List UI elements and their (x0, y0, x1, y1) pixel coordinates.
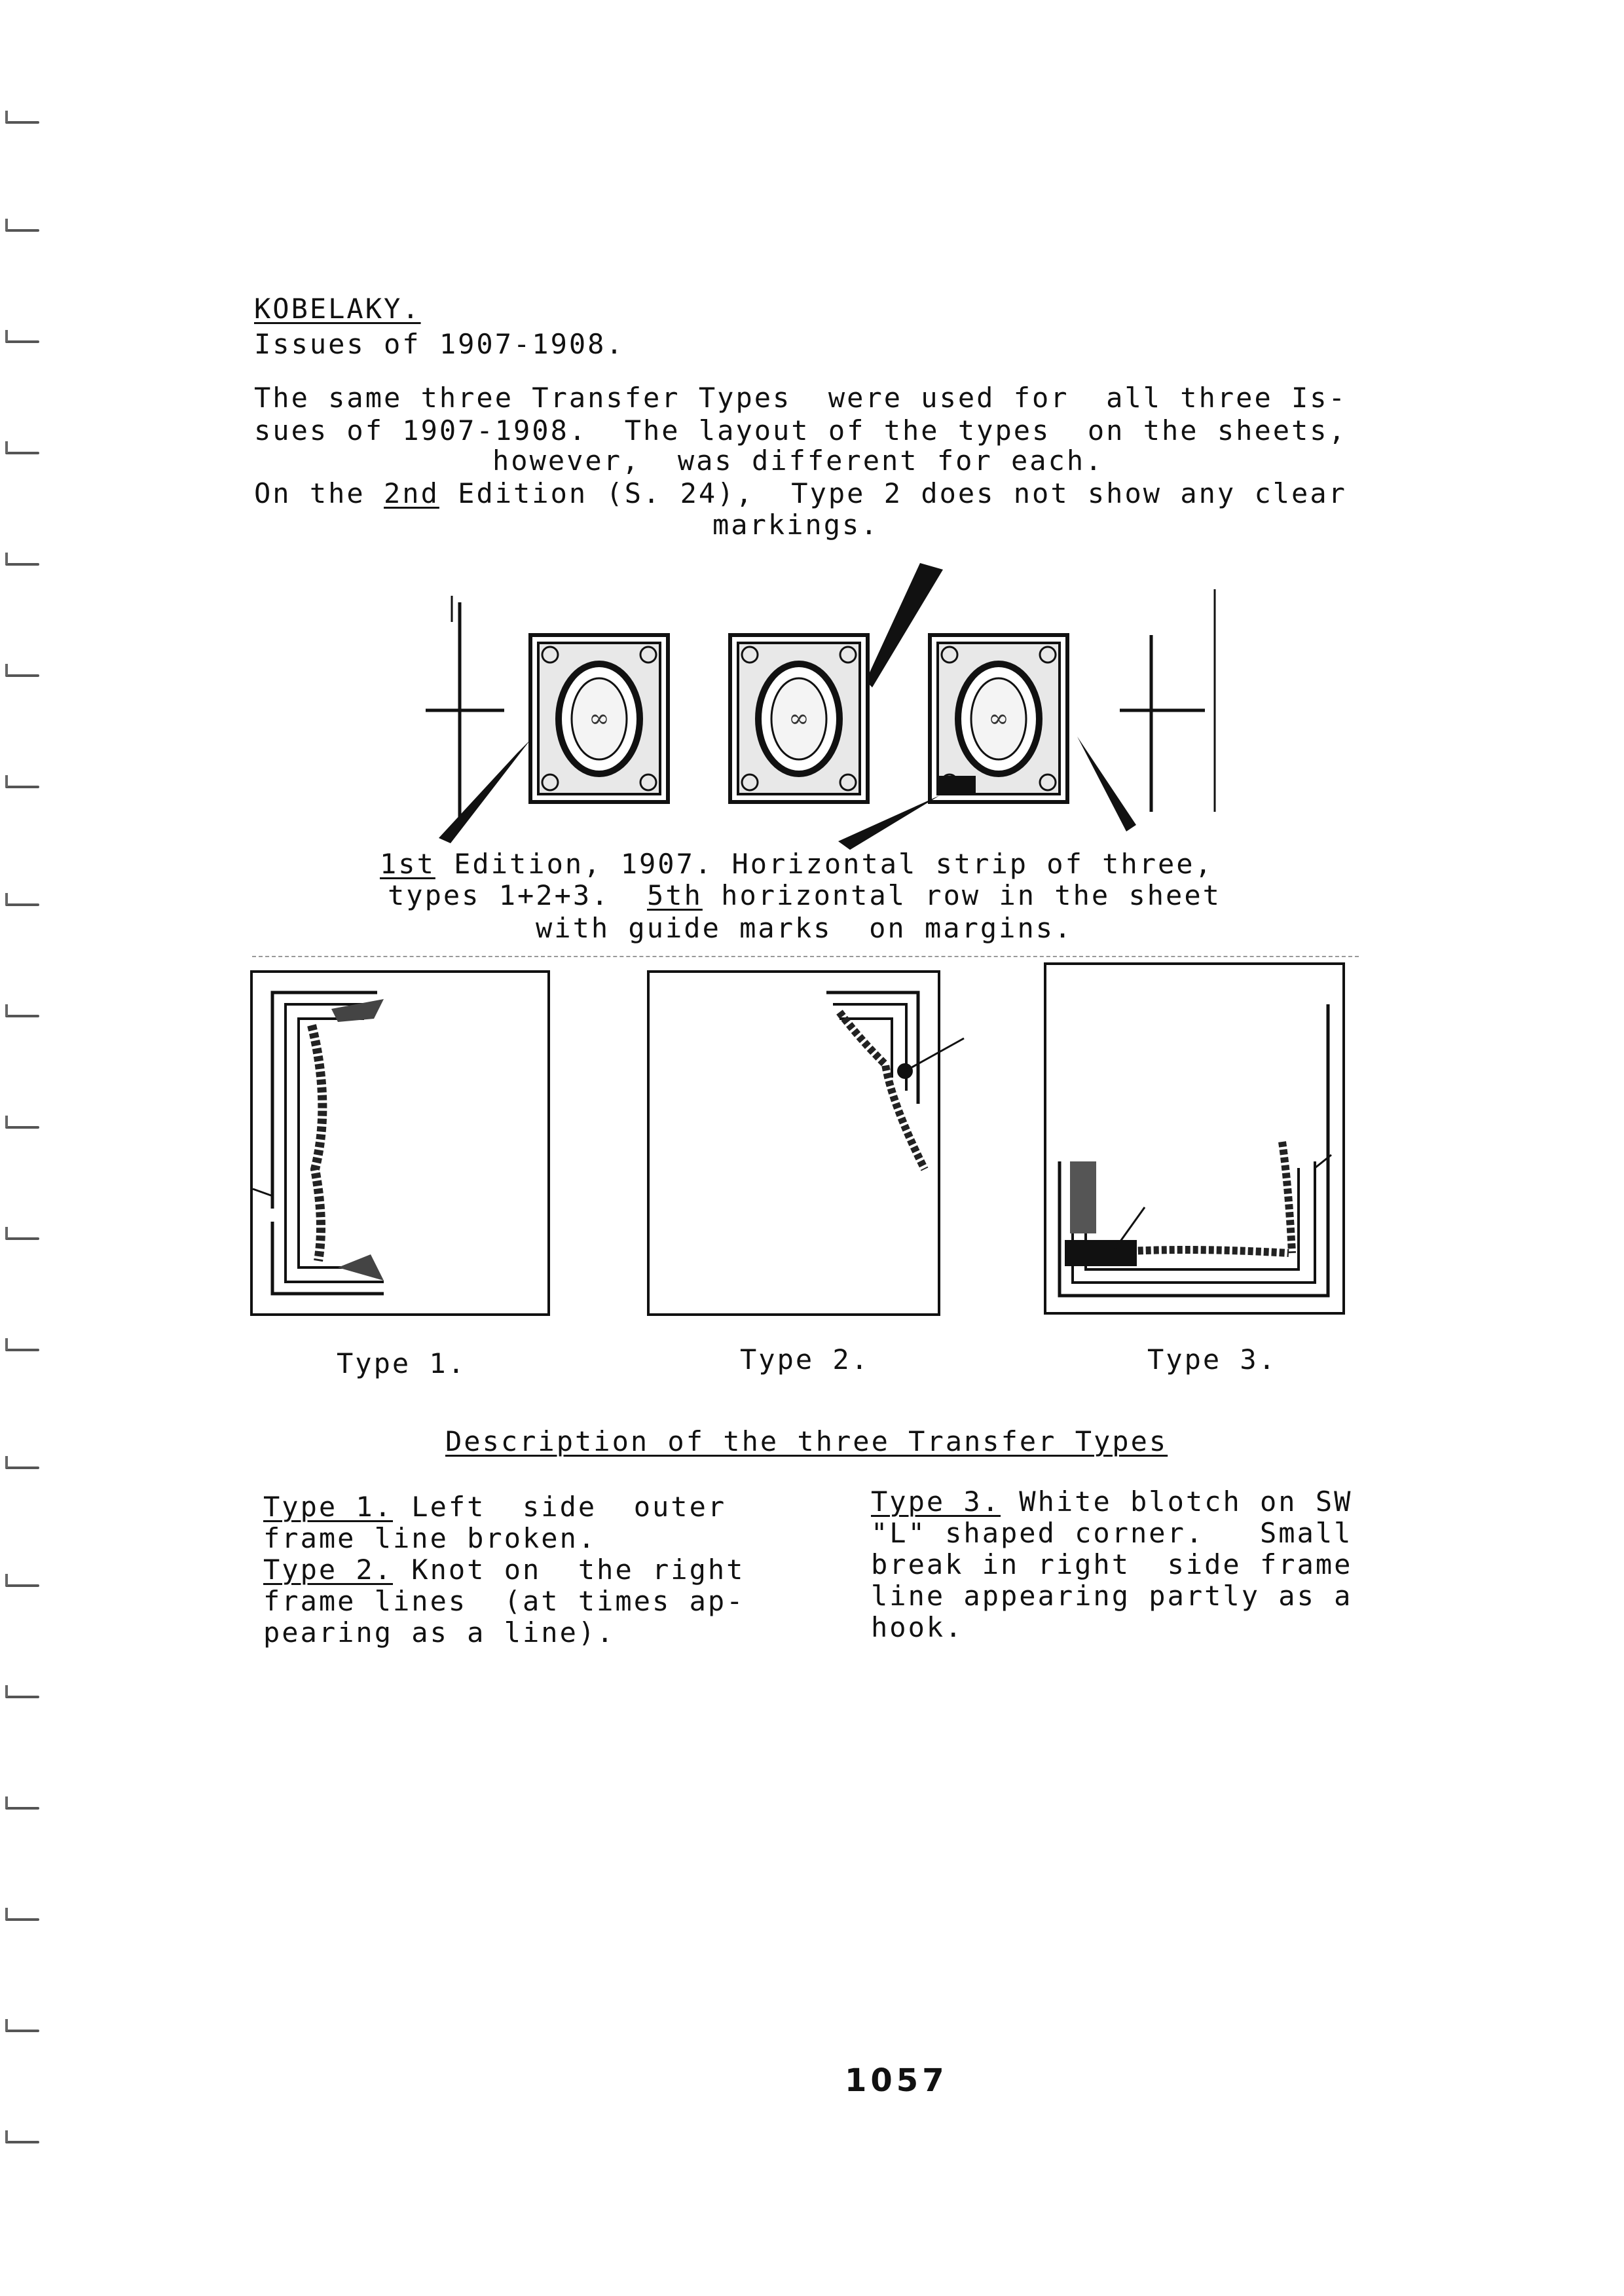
svg-text:∞: ∞ (988, 704, 1009, 733)
svg-text:∞: ∞ (788, 704, 809, 733)
intro-line: sues of 1907-1908. The layout of the types on the sheets, (254, 414, 1347, 446)
intro-text: Edition (S. 24), Type 2 does not show any clear (439, 477, 1347, 509)
binder-mark (5, 340, 39, 343)
description-line: hook. (871, 1611, 964, 1643)
pointer-type-3-right (1077, 737, 1136, 831)
intro-text: On the (254, 477, 384, 509)
description-line: frame lines (at times ap- (263, 1585, 745, 1617)
type-1-label: Type 1. (337, 1347, 467, 1379)
type-2-frame-corner (650, 973, 938, 1313)
description-line: break in right side frame (871, 1548, 1353, 1580)
pointer-type-1 (439, 740, 530, 843)
description-text: Left side outer (393, 1491, 727, 1523)
intro-line: however, was different for each. (492, 445, 1104, 477)
ordinal: 5th (647, 879, 703, 911)
description-heading: Description of the three Transfer Types (445, 1425, 1168, 1457)
binder-mark (5, 1015, 39, 1017)
binder-mark (5, 1584, 39, 1587)
type-1-term: Type 1. (263, 1491, 394, 1523)
stamp-type-3 (930, 635, 1067, 802)
binder-mark (5, 1126, 39, 1129)
binder-mark (5, 786, 39, 788)
page-title: KOBELAKY. (254, 293, 421, 325)
page-subtitle: Issues of 1907-1908. (254, 328, 625, 360)
description-line: frame line broken. (263, 1522, 597, 1554)
binder-mark (5, 1696, 39, 1698)
page-number: 1057 (845, 2062, 948, 2099)
binder-mark (5, 2141, 39, 2143)
binder-mark (5, 2030, 39, 2032)
type-3-label: Type 3. (1147, 1343, 1278, 1376)
intro-line (254, 478, 1347, 509)
binder-mark (5, 1918, 39, 1921)
binder-mark (5, 1237, 39, 1240)
caption-text: Edition, 1907. Horizontal strip of three, (435, 848, 1213, 880)
caption-line (380, 848, 1213, 880)
svg-text:∞: ∞ (589, 704, 610, 733)
type-3-frame-corner (1046, 965, 1342, 1312)
type-2-term: Type 2. (263, 1554, 394, 1586)
caption-line: with guide marks on margins. (536, 912, 1073, 944)
binder-mark (5, 563, 39, 566)
caption-line (388, 880, 1221, 911)
binder-mark (5, 903, 39, 906)
caption-text: types 1+2+3. (388, 879, 648, 911)
description-text: White blotch on SW (1001, 1485, 1353, 1518)
type-3-panel (1044, 962, 1345, 1315)
separator (252, 956, 1359, 957)
type-1-description (263, 1491, 726, 1523)
binder-mark (5, 1467, 39, 1469)
description-line: line appearing partly as a (871, 1580, 1353, 1612)
description-text: Knot on the right (393, 1554, 745, 1586)
type-3-description (871, 1486, 1352, 1518)
type-3-term: Type 3. (871, 1485, 1001, 1518)
ordinal: 1st (380, 848, 435, 880)
intro-line: The same three Transfer Types were used for all three Is- (254, 382, 1347, 414)
guide-mark-right (1120, 589, 1215, 812)
type-1-panel (250, 970, 550, 1316)
type-2-label: Type 2. (740, 1343, 870, 1376)
description-line: pearing as a line). (263, 1616, 616, 1649)
ordinal: 2nd (384, 477, 439, 509)
type-1-frame-corner (253, 973, 547, 1313)
stamp-strip-illustration (367, 550, 1257, 838)
binder-mark (5, 1349, 39, 1351)
type-2-description (263, 1554, 745, 1586)
intro-line: markings. (712, 509, 879, 541)
binder-mark (5, 229, 39, 232)
binder-mark (5, 674, 39, 677)
description-line: "L" shaped corner. Small (871, 1517, 1353, 1549)
binder-mark (5, 121, 39, 124)
binder-mark (5, 452, 39, 454)
caption-text: horizontal row in the sheet (702, 879, 1221, 911)
binder-mark (5, 1807, 39, 1810)
stamp-type-1 (530, 635, 668, 802)
type-2-panel (647, 970, 940, 1316)
stamp-type-2 (730, 635, 868, 802)
